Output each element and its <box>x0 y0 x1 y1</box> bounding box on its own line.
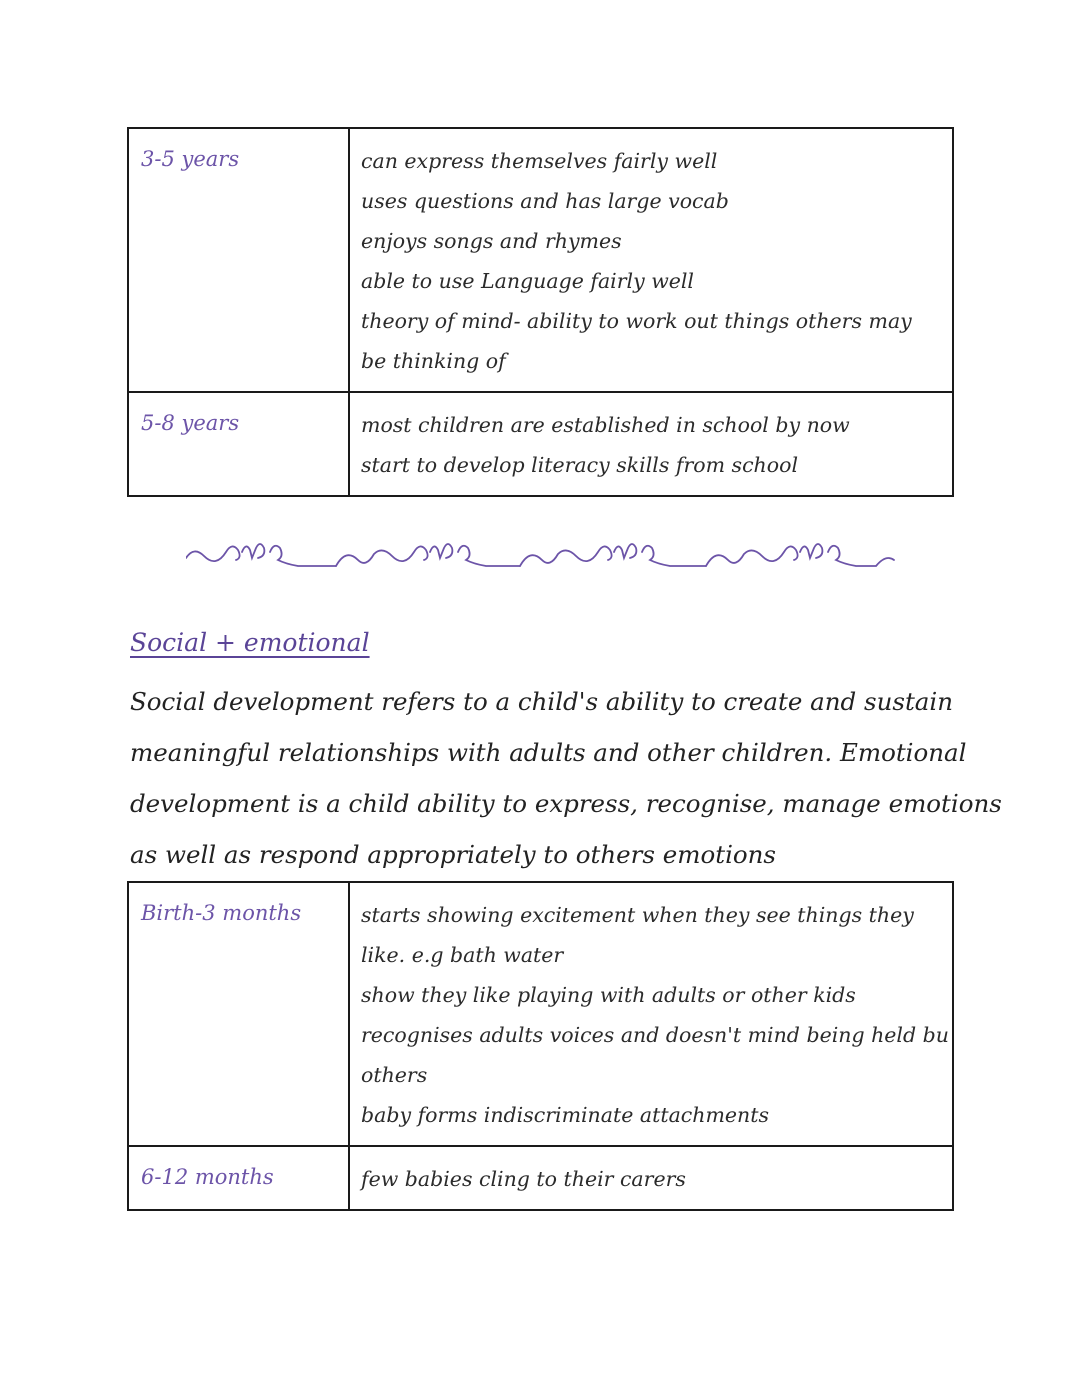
description-line: most children are established in school by now <box>361 413 850 437</box>
paragraph-line: as well as respond appropriately to others emotions <box>130 840 777 869</box>
description-line: starts showing excitement when they see things they <box>361 903 914 927</box>
description-line: able to use Language fairly well <box>361 269 694 293</box>
development-table-language <box>127 127 954 497</box>
table-row <box>128 392 953 496</box>
description-line: start to develop literacy skills from school <box>361 453 798 477</box>
description-line: like. e.g bath water <box>361 943 564 967</box>
description-line: show they like playing with adults or other kids <box>361 983 856 1007</box>
paragraph-line: Social development refers to a child's ability to create and sustain <box>130 687 954 716</box>
description-cell <box>349 128 953 392</box>
description-line: baby forms indiscriminate attachments <box>361 1103 770 1127</box>
table-row <box>128 882 953 1146</box>
description-line: enjoys songs and rhymes <box>361 229 622 253</box>
description-line: uses questions and has large vocab <box>361 189 729 213</box>
paragraph-line: meaningful relationships with adults and other children. Emotional <box>130 738 967 767</box>
age-cell: 6-12 months <box>128 1146 349 1210</box>
description-line: can express themselves fairly well <box>361 149 718 173</box>
age-cell: 3-5 years <box>128 128 349 392</box>
description-cell <box>349 1146 953 1210</box>
age-cell: 5-8 years <box>128 392 349 496</box>
section-paragraph <box>130 676 1002 880</box>
description-cell <box>349 882 953 1146</box>
description-line: be thinking of <box>361 349 506 373</box>
description-line: recognises adults voices and doesn't mind being held bu <box>361 1023 949 1047</box>
paragraph-line: development is a child ability to express, recognise, manage emotions <box>130 789 1002 818</box>
development-table-social-emotional <box>127 881 954 1211</box>
section-heading: Social + emotional <box>130 628 370 657</box>
description-line: few babies cling to their carers <box>361 1167 686 1191</box>
description-line: theory of mind- ability to work out things others may <box>361 309 912 333</box>
description-cell <box>349 392 953 496</box>
table-row <box>128 1146 953 1210</box>
heart-vine-divider-icon <box>186 528 896 578</box>
description-line: others <box>361 1063 428 1087</box>
table-row <box>128 128 953 392</box>
age-cell: Birth-3 months <box>128 882 349 1146</box>
